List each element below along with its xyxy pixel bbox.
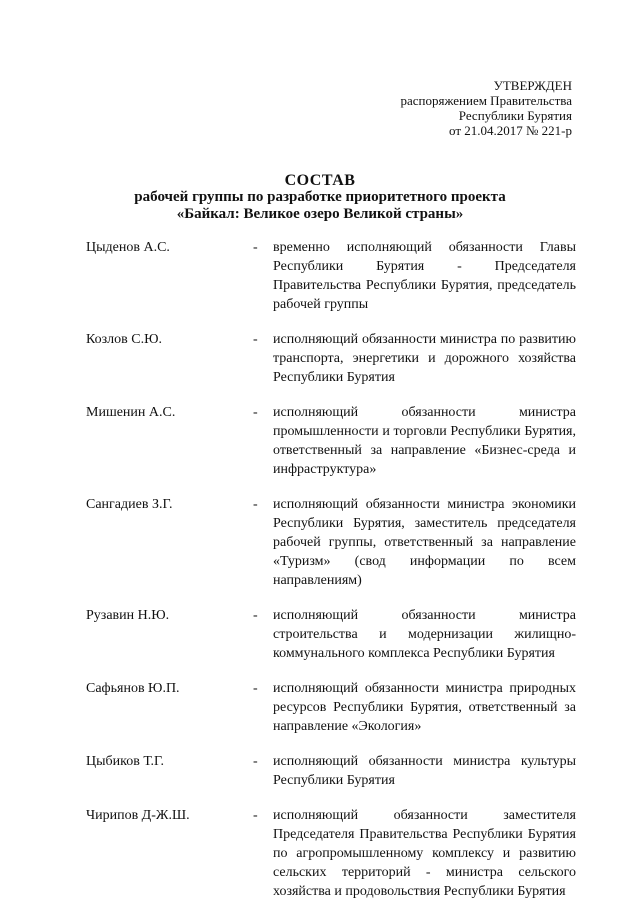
document-title <box>0 172 640 223</box>
member-name: Цыденов А.С. <box>86 240 170 255</box>
member-dash: - <box>253 608 258 623</box>
member-dash: - <box>253 405 258 420</box>
member-role: исполняющий обязанности министра по развитию транспорта, энергетики и дорожного хозяйства Республики Бурятия <box>273 332 576 385</box>
member-dash: - <box>253 681 258 696</box>
member-row <box>86 403 576 479</box>
approval-approved: УТВЕРЖДЕН <box>493 78 572 93</box>
title-line-1: рабочей группы по разработке приоритетного проекта <box>134 189 506 205</box>
member-role: временно исполняющий обязанности Главы Республики Бурятия - Председателя Правительства Республики Бурятия, председатель рабочей группы <box>273 240 576 312</box>
member-row <box>86 806 576 901</box>
approval-by-order: распоряжением Правительства <box>400 93 572 108</box>
members-list <box>86 238 576 917</box>
member-dash: - <box>253 240 258 255</box>
member-name: Рузавин Н.Ю. <box>86 608 170 623</box>
member-row <box>86 752 576 790</box>
title-main: СОСТАВ <box>284 172 356 189</box>
member-role: исполняющий обязанности заместителя Председателя Правительства Республики Бурятия по агропромышленному комплексу и развитию сельских территорий - министра сельского хозяйства и продовольствия Республики Бурятия <box>273 808 576 899</box>
member-row <box>86 238 576 314</box>
member-dash: - <box>253 497 258 512</box>
member-name: Мишенин А.С. <box>86 405 176 420</box>
approval-stamp <box>332 78 572 138</box>
member-role: исполняющий обязанности министра промышленности и торговли Республики Бурятия, ответственный за направление «Бизнес-среда и инфраструктура» <box>273 405 576 477</box>
member-role: исполняющий обязанности министра экономики Республики Бурятия, заместитель председателя рабочей группы, ответственный за направление «Туризм» (свод информации по всем направлениям) <box>273 497 576 588</box>
member-dash: - <box>253 808 258 823</box>
member-name: Козлов С.Ю. <box>86 332 162 347</box>
member-name: Сангадиев З.Г. <box>86 497 173 512</box>
member-row <box>86 495 576 590</box>
member-role: исполняющий обязанности министра культуры Республики Бурятия <box>273 754 576 788</box>
member-dash: - <box>253 332 258 347</box>
member-row <box>86 679 576 736</box>
member-role: исполняющий обязанности министра строительства и модернизации жилищно-коммунального комплекса Республики Бурятия <box>273 608 576 661</box>
title-line-2: «Байкал: Великое озеро Великой страны» <box>176 206 464 222</box>
approval-republic: Республики Бурятия <box>458 108 572 123</box>
member-role: исполняющий обязанности министра природных ресурсов Республики Бурятия, ответственный за направление «Экология» <box>273 681 576 734</box>
member-dash: - <box>253 754 258 769</box>
approval-date-number: от 21.04.2017 № 221-р <box>449 123 572 138</box>
member-name: Сафьянов Ю.П. <box>86 681 180 696</box>
member-row <box>86 330 576 387</box>
member-name: Чирипов Д-Ж.Ш. <box>86 808 190 823</box>
member-row <box>86 606 576 663</box>
member-name: Цыбиков Т.Г. <box>86 754 164 769</box>
